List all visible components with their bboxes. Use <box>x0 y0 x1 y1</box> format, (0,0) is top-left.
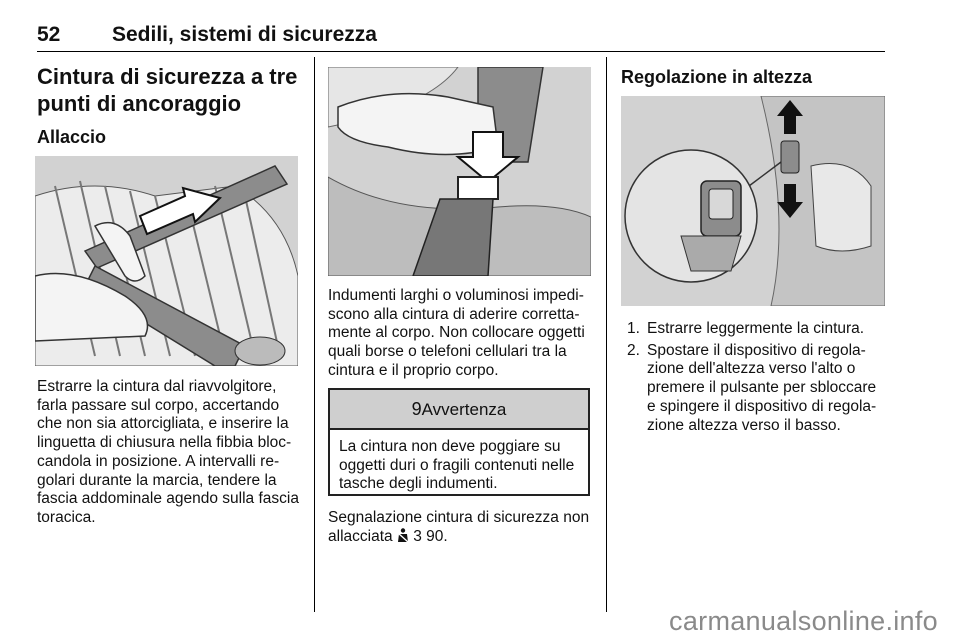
loose-clothing-note: Indumenti larghi o voluminosi impediscono alla cintura di aderire correttamente al corpo. Non collocare oggetti quali borse o telefoni cellulari tra la cintura e il proprio corpo. <box>328 287 585 379</box>
belt-reminder-text: Segnalazione cintura di sicurezza non allacciata <box>328 509 590 545</box>
column-divider-1 <box>314 57 315 612</box>
step-1: 1. Estrarre leggermente la cintura. <box>627 320 865 337</box>
illustration-height-adjuster <box>621 96 885 306</box>
illustration-fastening-belt <box>35 156 298 366</box>
warning-header <box>330 390 588 430</box>
warning-box <box>328 388 590 496</box>
subheading-allaccio: Allaccio <box>37 127 107 147</box>
header-rule <box>37 51 885 52</box>
chapter-title: Sedili, sistemi di sicurezza <box>112 23 377 46</box>
illustration-buckle-insert <box>328 67 591 276</box>
column-divider-2 <box>606 57 607 612</box>
fastening-instructions: Estrarre la cintura dal riavvolgitore, farla passare sul corpo, accertando che non sia attorcigliata, e inserire la linguetta di chiusura nella fibbia bloccandola in posizione. A intervalli regolari durante la marcia, tendere la fascia addominale agendo sulla fascia toracica. <box>37 378 299 526</box>
belt-reminder-paragraph <box>328 509 590 548</box>
height-adjustment-steps <box>621 320 885 435</box>
warning-triangle-icon: 9 <box>411 399 422 419</box>
height-adjustment-heading: Regolazione in altezza <box>621 67 813 87</box>
warning-title: Avvertenza <box>421 400 507 419</box>
seatbelt-warning-icon <box>397 528 409 549</box>
watermark: carmanualsonline.info <box>669 606 938 636</box>
page-number: 52 <box>37 23 61 46</box>
section-heading: Cintura di sicurezza a tre punti di ancoraggio <box>37 64 298 116</box>
page-reference-link[interactable]: 3 90. <box>413 527 448 545</box>
warning-text: La cintura non deve poggiare su oggetti duri o fragili contenuti nelle tasche degli indumenti. <box>339 438 575 493</box>
step-2: 2. Spostare il dispositivo di regolazione dell'altezza verso l'alto o premere il pulsante per sbloccare e spingere il dispositivo di regolazione altezza verso il basso. <box>627 341 877 434</box>
